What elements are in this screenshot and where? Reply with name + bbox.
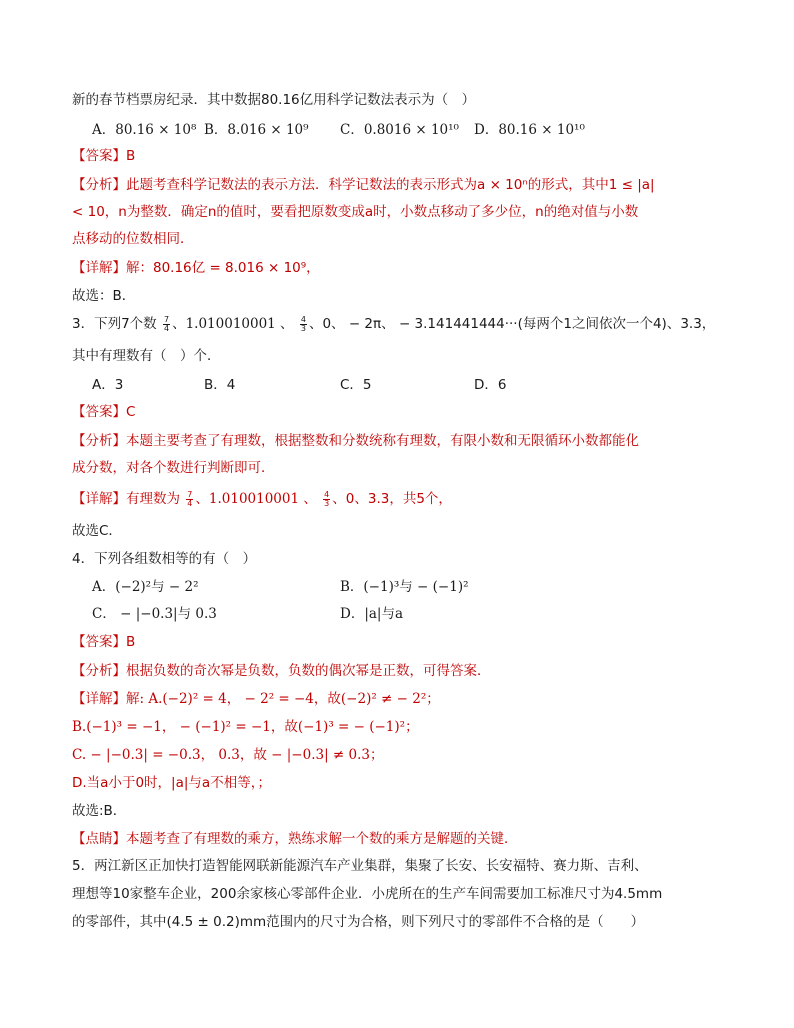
numerator: 7 [163,314,170,324]
q4-stem: 4．下列各组数相等的有（ ） [72,551,257,567]
q5-stem-line-3: 的零部件，其中(4.5 ± 0.2)mm范围内的尺寸为合格，则下列尺寸的零部件不合格的是（ ） [72,914,645,930]
q3-detail [72,490,452,508]
q4-option-b: B．(−1)³与 − (−1)² [340,579,469,595]
q4-detail-line-2: B.(−1)³ = −1， − (−1)² = −1，故(−1)³ = − (−1)²； [72,719,419,735]
q3-choose: 故选C． [72,523,122,539]
analysis-tag: 【分析】 [72,663,126,679]
answer-tag: 【答案】 [72,148,126,164]
answer-tag: 【答案】 [72,404,126,420]
q4-choose: 故选:B． [72,803,127,819]
q3-analysis-line-2: 成分数，对各个数进行判断即可． [72,460,275,476]
q2-option-c: C．0.8016 × 10¹⁰ [340,122,459,138]
q3-stem-line-2: 其中有理数有（ ）个． [72,348,221,364]
analysis-text: 此题考查科学记数法的表示方法．科学记数法的表示形式为a × 10ⁿ的形式，其中1 ≤ |a| [126,177,655,193]
q5-stem-line-1: 5．两江新区正加快打造智能网联新能源汽车产业集群，集聚了长安、长安福特、赛力斯、吉利、 [72,858,648,874]
answer-value: B [126,634,136,650]
denominator: 3 [324,498,330,508]
q2-detail [72,259,320,277]
q3-stem-mid: 、1.010010001 、 [172,316,294,332]
comment-text: 本题考查了有理数的乘方，熟练求解一个数的乘方是解题的关键． [126,831,518,847]
detail-start: 有理数为 [126,491,180,507]
q4-detail-line-4: D.当a小于0时，|a|与a不相等，； [72,775,271,791]
q3-stem-start: 3．下列7个数 [72,316,157,332]
comment-tag: 【点睛】 [72,831,126,847]
q3-option-c: C．5 [340,377,372,393]
answer-tag: 【答案】 [72,634,126,650]
q3-option-b: B．4 [204,377,236,393]
q2-analysis-line-2: < 10，n为整数．确定n的值时，要看把原数变成a时，小数点移动了多少位，n的绝对值与小数 [72,204,639,220]
detail-mid: 、1.010010001 、 [195,491,317,507]
q2-analysis-line-3: 点移动的位数相同． [72,231,194,247]
detail-text: 解: A.(−2)² = 4， − 2² = −4，故(−2)² ≠ − 2²； [126,691,440,707]
fraction-four-thirds [323,491,330,508]
detail-tag: 【详解】 [72,491,126,507]
q4-option-c: C． − |−0.3|与 0.3 [92,606,217,622]
detail-tag: 【详解】 [72,691,126,707]
q4-option-d: D．|a|与a [340,606,404,622]
numerator: 4 [300,314,306,324]
q2-option-a: A．80.16 × 10⁸ [92,122,197,138]
q3-option-a: A．3 [92,377,124,393]
numerator: 7 [187,489,193,499]
q2-choose: 故选：B． [72,288,136,304]
q3-stem-line-1 [72,315,715,333]
numerator: 4 [324,489,330,499]
q2-option-b: B．8.016 × 10⁹ [204,122,309,138]
q4-detail-line-1 [72,690,440,708]
denominator: 3 [300,323,306,333]
detail-tag: 【详解】 [72,260,126,276]
analysis-tag: 【分析】 [72,177,126,193]
denominator: 4 [187,498,193,508]
detail-end: 、0、3.3，共5个， [332,491,452,507]
q4-answer [72,633,135,651]
fraction-seven-fourths [163,316,170,333]
q4-analysis [72,662,491,680]
analysis-text: 根据负数的奇次幂是负数，负数的偶次幂是正数，可得答案． [126,663,491,679]
analysis-text: 本题主要考查了有理数，根据整数和分数统称有理数，有限小数和无限循环小数都能化 [126,433,639,449]
answer-value: B [126,148,136,164]
detail-text: 解：80.16亿 = 8.016 × 10⁹， [126,260,320,276]
fraction-four-thirds [300,316,307,333]
q3-answer [72,403,135,421]
q3-stem-end: 、0、 − 2π、 − 3.141441444···(每两个1之间依次一个4)、3.3， [308,316,716,332]
answer-value: C [126,404,136,420]
fraction-seven-fourths [186,491,193,508]
denominator: 4 [163,323,170,333]
q5-stem-line-2: 理想等10家整车企业，200余家核心零部件企业．小虎所在的生产车间需要加工标准尺寸为4.5mm [72,886,663,902]
q2-option-d: D．80.16 × 10¹⁰ [474,122,585,138]
q3-option-d: D．6 [474,377,507,393]
analysis-tag: 【分析】 [72,433,126,449]
q4-detail-line-3: C. − |−0.3| = −0.3， 0.3，故 − |−0.3| ≠ 0.3； [72,747,384,763]
q4-option-a: A．(−2)²与 − 2² [92,579,199,595]
q2-analysis-line-1 [72,176,655,194]
q4-comment [72,830,518,848]
q2-stem: 新的春节档票房纪录．其中数据80.16亿用科学记数法表示为（ ） [72,92,476,108]
q2-answer [72,147,135,165]
q3-analysis-line-1 [72,432,639,450]
